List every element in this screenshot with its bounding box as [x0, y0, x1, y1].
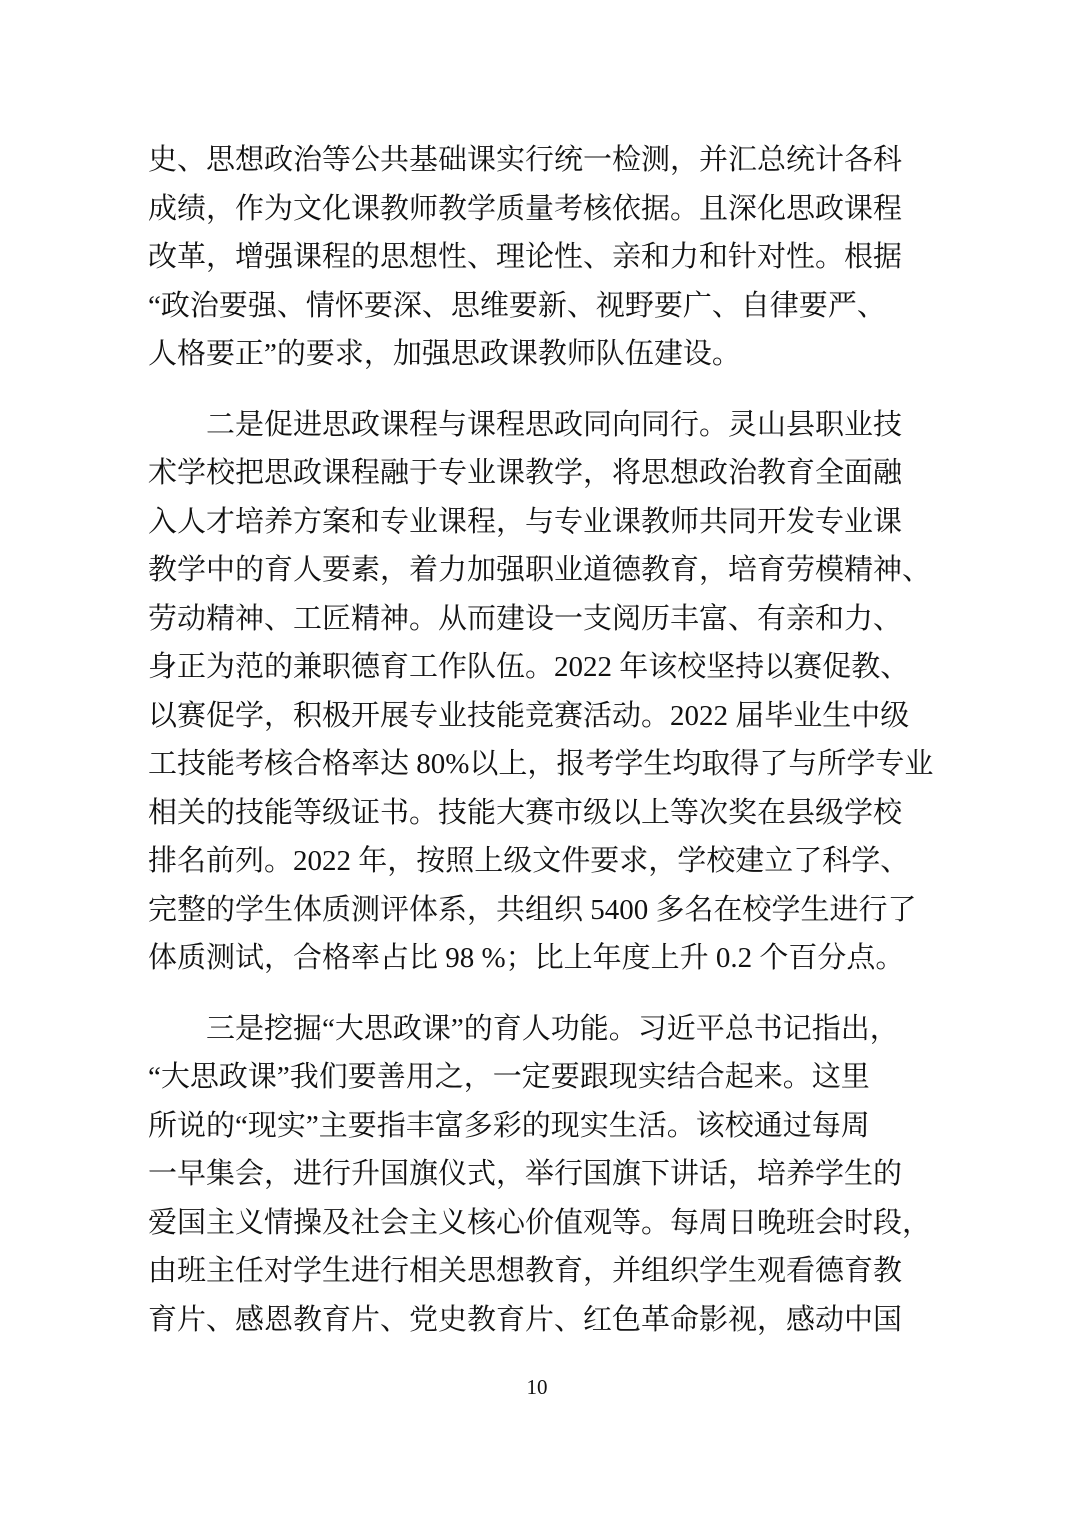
text-line: 入人才培养方案和专业课程，与专业课教师共同开发专业课 — [148, 505, 903, 538]
paragraph — [148, 136, 938, 379]
text-line: 人格要正”的要求，加强思政课教师队伍建设。 — [148, 338, 741, 370]
text-line: 三是挖掘“大思政课”的育人功能。习近平总书记指出， — [206, 1012, 899, 1045]
text-line: “政治要强、情怀要深、思维要新、视野要广、自律要严、 — [148, 289, 886, 322]
text-line: 劳动精神、工匠精神。从而建设一支阅历丰富、有亲和力、 — [148, 602, 903, 635]
text-line: 相关的技能等级证书。技能大赛市级以上等次奖在县级学校 — [148, 796, 903, 829]
document-body — [148, 136, 938, 1344]
text-line: 身正为范的兼职德育工作队伍。2022 年该校坚持以赛促教、 — [148, 651, 910, 683]
text-line: 工技能考核合格率达 80%以上，报考学生均取得了与所学专业 — [148, 748, 934, 780]
page-number: 10 — [526, 1375, 548, 1399]
text-line: “大思政课”我们要善用之，一定要跟现实结合起来。这里 — [148, 1061, 870, 1093]
text-line: 育片、感恩教育片、党史教育片、红色革命影视，感动中国 — [148, 1303, 903, 1336]
text-line: 所说的“现实”主要指丰富多彩的现实生活。该校通过每周 — [148, 1109, 870, 1142]
text-line: 以赛促学，积极开展专业技能竞赛活动。2022 届毕业生中级 — [148, 699, 910, 732]
text-line: 由班主任对学生进行相关思想教育，并组织学生观看德育教 — [148, 1255, 903, 1287]
text-line: 完整的学生体质测评体系，共组织 5400 多名在校学生进行了 — [148, 893, 917, 926]
text-line: 成绩，作为文化课教师教学质量考核依据。且深化思政课程 — [148, 192, 903, 225]
text-line: 改革，增强课程的思想性、理论性、亲和力和针对性。根据 — [148, 241, 903, 273]
text-line: 史、思想政治等公共基础课实行统一检测，并汇总统计各科 — [148, 144, 903, 176]
text-line: 教学中的育人要素，着力加强职业道德教育，培育劳模精神、 — [148, 554, 932, 586]
text-line: 一早集会，进行升国旗仪式，举行国旗下讲话，培养学生的 — [148, 1158, 903, 1190]
paragraph — [148, 401, 938, 983]
text-line: 二是促进思政课程与课程思政同向同行。灵山县职业技 — [206, 408, 903, 441]
text-line: 爱国主义情操及社会主义核心价值观等。每周日晚班会时段， — [148, 1206, 932, 1239]
text-line: 排名前列。2022 年，按照上级文件要求，学校建立了科学、 — [148, 845, 910, 877]
text-line: 术学校把思政课程融于专业课教学，将思想政治教育全面融 — [148, 457, 903, 489]
paragraph — [148, 1005, 938, 1345]
text-line: 体质测试，合格率占比 98 %；比上年度上升 0.2 个百分点。 — [148, 942, 905, 974]
